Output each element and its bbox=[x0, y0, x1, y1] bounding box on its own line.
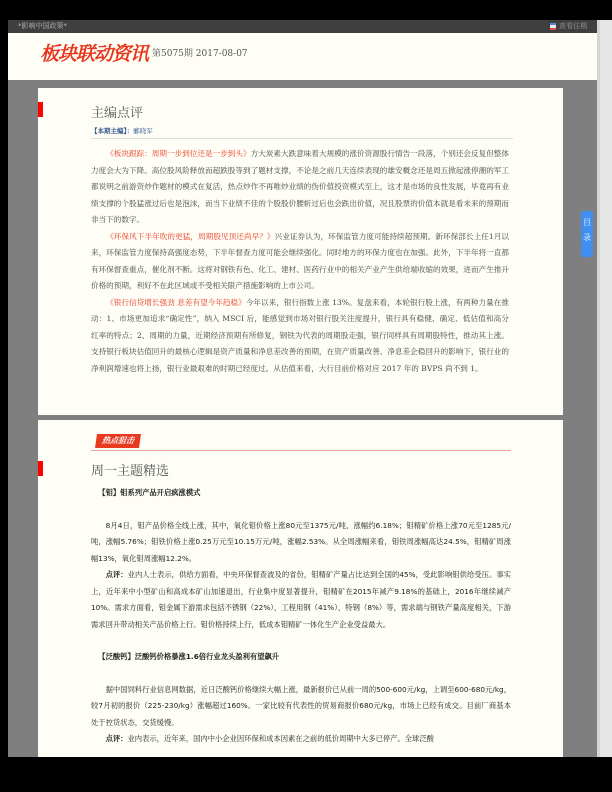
vertical-scrollbar[interactable] bbox=[597, 20, 612, 757]
topic-comment: 点评：业内表示，近年来，国内中小企业因环保和成本因素在之前的低价周期中大多已停产。全球泛酸 bbox=[105, 734, 434, 743]
section-title: 周一主题精选 bbox=[91, 464, 170, 479]
article-headline[interactable]: 《银行信贷增长强劲 息差有望今年趋稳》 bbox=[106, 297, 246, 307]
divider bbox=[91, 138, 513, 139]
masthead bbox=[8, 33, 597, 80]
article-headline[interactable]: 《板块跟踪：周期一步到位还是一步到头》 bbox=[106, 149, 251, 158]
topic-comment: 点评：业内人士表示，供给方面看，中央环保督查波及的省份，钼精矿产量占比达到全国的45%，受此影响钼供给受压。事实上，近年来中小型矿山和高成本矿山加速退出，行业集中度显著提升，钼精矿在2015年减产9.18%的基础上，2016年继续减产10%。需求方面看，钼金属下游需求包括不锈钢（22%），工程用钢（41%），特钢（8%）等，需求端与钢铁产量高度相关，下游需求回升带动相关产品价格上行。钼价格持续上行，低成本钼精矿一体化生产企业受益最大。 bbox=[91, 570, 511, 629]
calendar-icon bbox=[550, 23, 556, 30]
topics-body bbox=[91, 485, 511, 748]
page-editor-comment bbox=[38, 88, 563, 415]
paragraph: 《银行信贷增长强劲 息差有望今年趋稳》今年以来，银行指数上涨 13%。复盘来看，本轮银行股上涨，有两种力量在推动：1、市场更加追求“确定性”，纳入 MSCI 后，能感觉到市场对银行股关注度提升，银行具有稳健、确定、低估值和高分红率的特点；2、周期的力量，近期经济预期有所修复，钢铁为代表的周期股走强，银行同样具有周期股特性，推动其上涨。支持银行板块估值回升的最核心逻辑是资产质量和净息差改善的预期，在资产质量改善、净息差企稳回升的影响下，银行业的净利润增速也将上扬，银行业最艰难的时期已经度过。从估值来看，大行目前价格对应 2017 年的 BVPS 尚不到 1。 bbox=[91, 297, 509, 373]
issue-info: 第5075期 2017-08-07 bbox=[152, 49, 248, 59]
editor-line bbox=[91, 126, 153, 135]
page-hot-topics bbox=[38, 420, 563, 757]
topic-text: 8月4日，钼产品价格全线上涨，其中，氧化钼价格上涨80元至1375元/吨，涨幅约6.18%；钼精矿价格上涨70元至1285元/吨，涨幅5.76%；钼铁价格上涨0.25万元至10.15万元/吨，涨幅2.53%。从全周涨幅来看，钼铁周涨幅高达24.5%，钼精矿周涨幅13%，氧化钼周涨幅12.2%。 bbox=[91, 520, 511, 563]
topic-heading: 【泛酸钙】泛酸钙价格暴涨1.6倍行业龙头盈利有望飙升 bbox=[98, 652, 280, 661]
section-marker bbox=[38, 461, 43, 476]
publication-logo: 板块联动资讯 bbox=[40, 43, 149, 65]
table-of-contents-tab[interactable]: 目 录 bbox=[581, 211, 593, 257]
editor-comment-body bbox=[91, 146, 509, 377]
article-headline[interactable]: 《环保风下半年吹的更猛，周期股见顶还尚早？》 bbox=[106, 231, 275, 241]
slogan: *影响中国政策* bbox=[18, 22, 67, 30]
bottom-frame bbox=[0, 757, 612, 792]
view-archive-label: 查看往期 bbox=[559, 22, 587, 30]
document-viewer[interactable] bbox=[8, 20, 597, 757]
view-archive-link[interactable] bbox=[550, 21, 587, 31]
editor-name: 郦晓军 bbox=[133, 127, 153, 135]
paragraph: 《环保风下半年吹的更猛，周期股见顶还尚早？》兴业证券认为，环保监管力度可能持续超预期。新环保部长上任1月以来，环保监管力度保持高强度态势，下半年督查力度可能会继续强化。同时地方的环保力度也在加强。此外，下半年将一直都有环保督查重点，催化剂不断。这将对钢铁有色、化工、建材、医药行业中的相关产业产生供给端收缩的效果，进而产生推升价格的预期，利好不在此区域或不受相关限产措施影响的上市公司。 bbox=[91, 231, 510, 290]
section-tag-bar bbox=[91, 434, 511, 451]
section-title: 主编点评 bbox=[91, 106, 144, 121]
editor-label: 【本期主编】： bbox=[91, 127, 134, 135]
top-bar bbox=[8, 20, 597, 33]
topic-heading: 【钼】钼系列产品开启疯涨模式 bbox=[98, 488, 201, 497]
topic-text: 据中国饲料行业信息网数据，近日泛酸钙价格继续大幅上涨，最新报价已从前一周的500-600元/kg，上调至600-680元/kg，较7月初的报价（225-230/kg）涨幅超过160%。一家比较有代表性的贸易商报价680元/kg，市场上已经有成交。目前厂商基本处于控货状态，交货缓慢。 bbox=[91, 684, 511, 727]
hot-topics-tag: 热点狙击 bbox=[95, 434, 141, 448]
section-marker bbox=[38, 102, 43, 117]
paragraph: 《板块跟踪：周期一步到位还是一步到头》方大炭素大跌意味着大规模的涨价资源股行情告一段落，个别还会反复但整体力度会大为下降。高位股风险释放而超跌股等到了题材支撑，不论是之前几天连续表现的雄安概念还是周五掀起涨停潮的军工都说明之前游资炒作题材的模式在复活，热点炒作不再唯炒业绩的伪价值投资模式至上，这才是市场的良性发展，毕竟再有业绩支撑的个股猛涨过后也是泡沫，而当下业绩不佳的个股股价腰斩过后也会跌出价值，况且股票的价值本就是看未来的预期而非当下的数字。 bbox=[91, 149, 509, 224]
